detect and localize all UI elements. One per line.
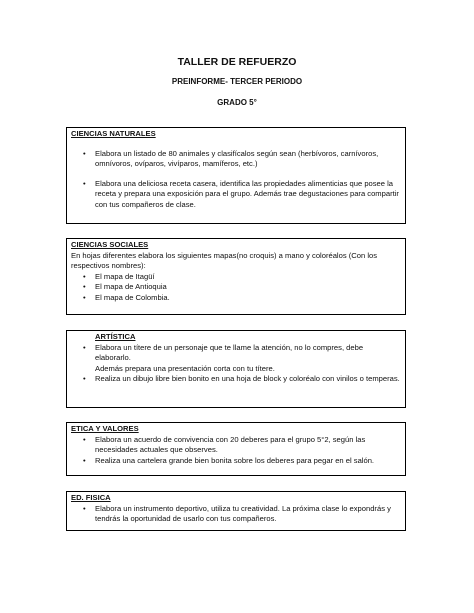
section-heading: ED. FISICA (71, 493, 111, 502)
list-item: • Elabora una deliciosa receta casera, identifica las propiedades alimenticias que posee la receta y prepara una exposición para el grupo. Además trae degustaciones para compartir con tus compañeros de clase. (71, 179, 401, 211)
section-heading: ARTÍSTICA (95, 332, 136, 341)
section-heading: ETICA Y VALORES (71, 424, 139, 433)
list-item: • Realiza un dibujo libre bien bonito en una hoja de block y coloréalo con vinilos o temperas. (71, 374, 401, 385)
page-title: TALLER DE REFUERZO (177, 56, 297, 68)
section-ciencias-sociales (66, 238, 406, 315)
list-item: • Elabora un listado de 80 animales y clasifícalos según sean (herbívoros, carnívoros, omnívoros, ovíparos, vivíparos, mamíferos, etc.) (71, 149, 401, 170)
task-list (71, 504, 401, 525)
section-ed-fisica (66, 491, 406, 531)
task-list (71, 343, 401, 385)
list-item: • El mapa de Antioquia (71, 282, 401, 293)
list-item-text: Además prepara una presentación corta con tu títere. (95, 363, 275, 373)
section-artistica (66, 330, 406, 408)
list-item: • Elabora un acuerdo de convivencia con 20 deberes para el grupo 5°2, según las necesidades actuales que observes. (71, 435, 401, 456)
list-item: • Elabora un instrumento deportivo, utiliza tu creatividad. La próxima clase lo expondrás y tendrás la oportunidad de usarlo con tus compañeros. (71, 504, 401, 525)
grade-label: GRADO 5° (217, 98, 257, 107)
task-list (71, 272, 401, 304)
task-list (71, 149, 401, 211)
section-heading: CIENCIAS NATURALES (71, 129, 156, 138)
section-ciencias-naturales (66, 127, 406, 224)
list-item: • Realiza una cartelera grande bien bonita sobre los deberes para pegar en el salón. (71, 456, 401, 467)
section-heading: CIENCIAS SOCIALES (71, 240, 149, 249)
list-item: • El mapa de Itagüí (71, 272, 401, 283)
list-item (71, 343, 401, 375)
list-item: • El mapa de Colombia. (71, 293, 401, 304)
section-intro: En hojas diferentes elabora los siguientes mapas(no croquis) a mano y coloréalos (Con los respectivos nombres): (71, 250, 378, 270)
page-subtitle: PREINFORME- TERCER PERIODO (171, 77, 303, 86)
section-etica-valores (66, 422, 406, 476)
list-item-text: • Elabora un títere de un personaje que te llame la atención, no lo compres, debe elaborarlo. (95, 342, 364, 362)
task-list (71, 435, 401, 467)
